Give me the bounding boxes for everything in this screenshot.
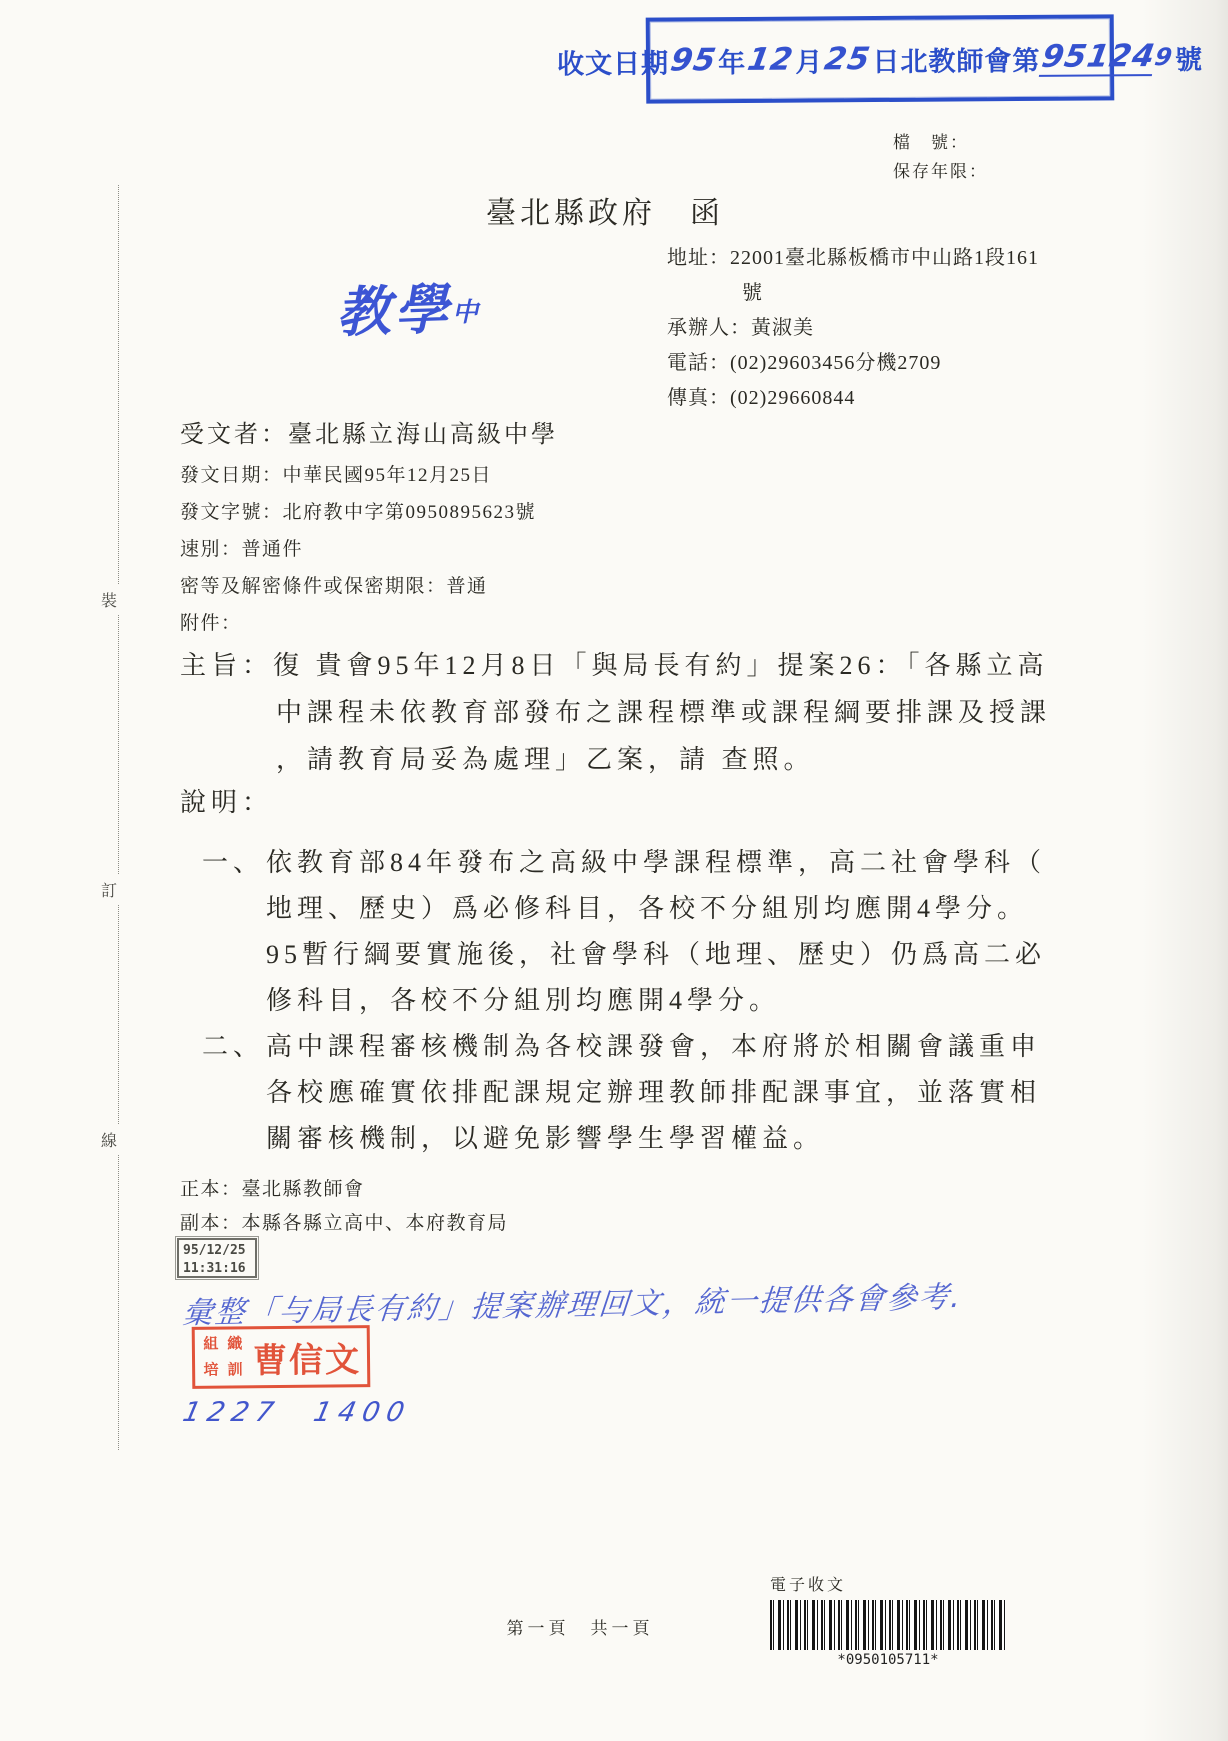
binding-dotted-line [118,185,119,1450]
agency-address-line2: 號 [742,282,763,304]
receipt-stamp-org: 北教師會第 [900,45,1041,77]
item-2-line-3: 關審核機制，以避免影響學生學習權益。 [266,1124,825,1153]
cc-copy-line: 副本：本縣各縣立高中、本府教育局 [180,1213,509,1234]
agency-phone: 電話：(02)29603456分機2709 [667,352,942,374]
receipt-stamp-serial-handwritten: 95124 [1039,38,1158,77]
barcode [770,1600,1006,1650]
recipient-line: 受文者：臺北縣立海山高級中學 [180,422,558,448]
subject-line-2: 中課程未依教育部發布之課程標準或課程綱要排課及授課 [276,698,1052,727]
item-1-line-2: 地理、歷史）爲必修科目，各校不分組別均應開4學分。 [266,894,1029,923]
item-2-number: 二、 [202,1032,265,1061]
handwritten-dept-annotation [335,266,480,348]
receipt-stamp-month-handwritten: 12 [745,41,797,78]
item-1-line-3: 95暫行綱要實施後，社會學科（地理、歷史）仍爲高二必 [266,940,1047,969]
explanation-label: 說明： [180,788,274,817]
document-meta-block [180,457,536,642]
receipt-stamp-serial-sup: 9 [1152,42,1176,72]
original-copy-line: 正本：臺北縣教師會 [180,1179,365,1200]
item-1-line-4: 修科目，各校不分組別均應開4學分。 [266,986,781,1015]
subject-paragraph [180,642,1051,783]
meta-classification: 密等及解密條件或保密期限：普通 [180,576,488,597]
receipt-stamp-day-unit: 日 [872,46,901,77]
barcode-text: *0950105711* [837,1652,939,1668]
handwritten-dept-small: 中 [451,297,479,329]
efile-label: 電子收文 [770,1577,847,1594]
meta-speed: 速別：普通件 [180,539,304,560]
red-stamp-name: 曹信文 [252,1341,362,1380]
subject-line-1: 復 貴會95年12月8日「與局長有約」提案26：「各縣立高 [273,651,1049,680]
document-title: 臺北縣政府 函 [486,197,724,230]
subject-line-3: ，請教育局妥為處理」乙案，請 查照。 [276,745,815,774]
receipt-stamp-year-handwritten: 95 [667,42,720,79]
handwritten-numbers: 1227 1400 [180,1397,415,1428]
margin-char-staple: 訂 [99,875,119,904]
item-2-line-1: 高中課程審核機制為各校課發會，本府將於相關會議重申 [266,1032,1042,1061]
margin-char-line: 線 [99,1125,119,1154]
red-stamp-unit-char-1: 組 [203,1336,219,1353]
red-stamp-unit [199,1331,248,1383]
margin-char-binding: 裝 [99,585,119,614]
stamp-time: 11:31:16 [183,1261,246,1276]
receipt-stamp-no-unit: 號 [1174,44,1204,75]
file-number-label: 檔 號： [893,133,969,152]
receipt-stamp-month-unit: 月 [795,46,824,78]
copies-block [180,1173,508,1241]
stamp-date: 95/12/25 [183,1243,246,1258]
explanation-item-2 [202,1024,1041,1162]
item-1-number: 一、 [202,848,265,877]
handwritten-note: 彙整「与局長有約」提案辦理回文，統一提供各會參考. [181,1279,964,1332]
red-stamp-unit-char-4: 訓 [227,1362,243,1379]
receipt-stamp-label-date: 收文日期 [556,47,670,79]
red-name-stamp [192,1325,371,1389]
agency-clerk: 承辦人：黃淑美 [667,317,814,339]
explanation-item-1 [202,840,1046,1024]
receipt-stamp-year-unit: 年 [718,47,747,78]
red-stamp-unit-char-2: 織 [227,1336,243,1353]
agency-fax: 傳真：(02)29660844 [667,387,856,409]
meta-attachment: 附件： [180,613,242,634]
item-1-line-1: 依教育部84年發布之高級中學課程標準，高二社會學科（ [266,848,1047,877]
item-2-line-2: 各校應確實依排配課規定辦理教師排配課事宜，並落實相 [266,1078,1042,1107]
agency-contact-block [667,241,1039,416]
handwritten-dept-big: 教學 [335,276,454,345]
meta-doc-number: 發文字號：北府教中字第0950895623號 [180,502,537,523]
meta-issue-date: 發文日期：中華民國95年12月25日 [180,465,493,486]
datetime-received-stamp [177,1238,257,1278]
receipt-stamp [556,14,1204,103]
red-stamp-unit-char-3: 培 [203,1362,219,1379]
subject-label: 主旨： [180,651,274,680]
page-footer: 第一頁 共一頁 [506,1619,654,1638]
file-header [893,128,988,186]
retention-label: 保存年限： [893,162,988,181]
receipt-stamp-day-handwritten: 25 [822,41,874,78]
agency-address-line1: 地址：22001臺北縣板橋市中山路1段161 [667,247,1039,269]
